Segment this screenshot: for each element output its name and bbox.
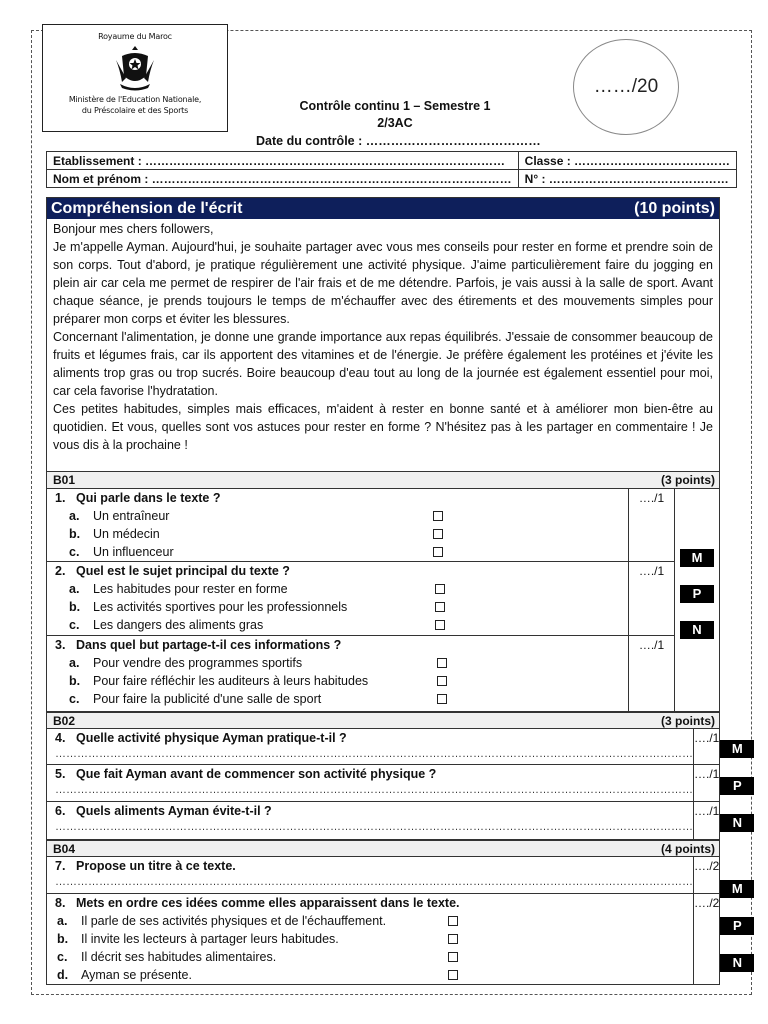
block-points: (3 points) bbox=[661, 714, 715, 728]
option-letter: c. bbox=[69, 692, 80, 706]
question-text: Mets en ordre ces idées comme elles apparaissent dans le texte. bbox=[76, 896, 460, 910]
question-1 bbox=[47, 489, 628, 562]
answer-line[interactable]: ………………………………………………………………………………………………………………………………………………………… bbox=[55, 748, 693, 760]
student-name-field[interactable]: Nom et prénom : ……………………………………………………………………………… bbox=[47, 170, 519, 188]
option-letter: b. bbox=[57, 932, 69, 946]
option-text: Il décrit ses habitudes alimentaires. bbox=[81, 950, 277, 964]
checkbox[interactable] bbox=[448, 970, 458, 980]
mastery-badge-n[interactable]: N bbox=[680, 621, 714, 639]
question-score[interactable]: …./1 bbox=[694, 765, 719, 802]
mastery-badge-p[interactable]: P bbox=[680, 585, 714, 603]
block-header-b02 bbox=[47, 712, 719, 729]
option-text: Les dangers des aliments gras bbox=[93, 618, 264, 632]
question-number: 4. bbox=[55, 731, 66, 745]
question-number: 5. bbox=[55, 767, 66, 781]
mastery-column bbox=[719, 857, 754, 984]
question-text: Quel est le sujet principal du texte ? bbox=[76, 564, 290, 578]
option-letter: a. bbox=[57, 914, 68, 928]
option-text: Ayman se présente. bbox=[81, 968, 192, 982]
mastery-badge-n[interactable]: N bbox=[720, 814, 754, 832]
exam-date-field[interactable]: Date du contrôle : …………………………………… bbox=[256, 134, 541, 148]
checkbox[interactable] bbox=[433, 511, 443, 521]
reading-passage bbox=[47, 219, 719, 472]
exam-title-text: Contrôle continu 1 – Semestre 1 bbox=[299, 99, 491, 113]
option bbox=[47, 690, 628, 708]
option-text: Un entraîneur bbox=[93, 509, 170, 523]
option-letter: d. bbox=[57, 968, 69, 982]
passage-paragraph: Bonjour mes chers followers, bbox=[53, 222, 214, 236]
question-3 bbox=[47, 636, 628, 711]
checkbox[interactable] bbox=[435, 620, 445, 630]
option-letter: b. bbox=[69, 527, 81, 541]
checkbox[interactable] bbox=[435, 602, 445, 612]
question-5 bbox=[47, 765, 693, 802]
option-letter: c. bbox=[57, 950, 68, 964]
question-text: Que fait Ayman avant de commencer son activité physique ? bbox=[76, 767, 437, 781]
option-text: Pour vendre des programmes sportifs bbox=[93, 656, 303, 670]
option-text: Il parle de ses activités physiques et de l'échauffement. bbox=[81, 914, 387, 928]
option bbox=[47, 672, 628, 690]
question-score[interactable]: …./2 bbox=[694, 857, 719, 894]
passage-paragraph: Ces petites habitudes, simples mais efficaces, m'aident à rester en bonne santé et à améliorer mon bien-être au quotidien. Et vous, quelles sont vos astuces pour rester en forme ? N'hésitez pas à les partager en commentaire ! Je vous dis à la prochaine ! bbox=[53, 402, 713, 452]
checkbox[interactable] bbox=[448, 934, 458, 944]
ministry-line-1: Ministère de l'Education Nationale, bbox=[68, 95, 202, 104]
checkbox[interactable] bbox=[437, 694, 447, 704]
block-b01 bbox=[47, 489, 719, 712]
section-title: Compréhension de l'écrit bbox=[51, 200, 243, 217]
option-letter: c. bbox=[69, 545, 80, 559]
question-number: 6. bbox=[55, 804, 66, 818]
option-text: Les habitudes pour rester en forme bbox=[93, 582, 288, 596]
mastery-badge-m[interactable]: M bbox=[680, 549, 714, 567]
kingdom-label: Royaume du Maroc bbox=[98, 32, 172, 41]
block-code: B01 bbox=[53, 473, 76, 487]
student-info-table bbox=[46, 151, 737, 188]
option-letter: a. bbox=[69, 509, 80, 523]
checkbox[interactable] bbox=[437, 658, 447, 668]
question-text: Propose un titre à ce texte. bbox=[76, 859, 236, 873]
section-header bbox=[47, 198, 719, 219]
option-text: Pour faire réfléchir les auditeurs à leurs habitudes bbox=[93, 674, 369, 688]
question-6 bbox=[47, 802, 693, 839]
checkbox[interactable] bbox=[448, 916, 458, 926]
question-number: 3. bbox=[55, 638, 66, 652]
option bbox=[47, 598, 628, 616]
checkbox[interactable] bbox=[437, 676, 447, 686]
checkbox[interactable] bbox=[435, 584, 445, 594]
mastery-badge-p[interactable]: P bbox=[720, 777, 754, 795]
question-text: Quels aliments Ayman évite-t-il ? bbox=[76, 804, 272, 818]
option bbox=[47, 616, 628, 634]
option bbox=[47, 948, 693, 966]
question-number: 8. bbox=[55, 896, 66, 910]
checkbox[interactable] bbox=[448, 952, 458, 962]
option-text: Pour faire la publicité d'une salle de sport bbox=[93, 692, 322, 706]
mastery-badge-m[interactable]: M bbox=[720, 740, 754, 758]
student-number-field[interactable]: N° : ……………………………………… bbox=[518, 170, 736, 188]
ministry-line-2: du Préscolaire et des Sports bbox=[81, 106, 189, 115]
block-code: B02 bbox=[53, 714, 76, 728]
exam-level: 2/3AC bbox=[377, 116, 413, 130]
block-points: (3 points) bbox=[661, 473, 715, 487]
option-text: Un influenceur bbox=[93, 545, 174, 559]
class-field[interactable]: Classe : ………………………………… bbox=[518, 152, 736, 170]
ministry-logo-box bbox=[42, 24, 228, 132]
coat-of-arms-icon bbox=[114, 44, 156, 92]
option bbox=[47, 507, 628, 525]
option bbox=[47, 966, 693, 984]
answer-line[interactable]: ………………………………………………………………………………………………………………………………………………………… bbox=[55, 821, 693, 833]
mastery-badge-n[interactable]: N bbox=[720, 954, 754, 972]
question-score[interactable]: …./1 bbox=[629, 562, 674, 636]
question-text: Quelle activité physique Ayman pratique-t-il ? bbox=[76, 731, 347, 745]
checkbox[interactable] bbox=[433, 529, 443, 539]
option-letter: b. bbox=[69, 600, 81, 614]
question-score[interactable]: …./1 bbox=[694, 804, 720, 818]
question-4 bbox=[47, 729, 693, 765]
mastery-column bbox=[719, 729, 754, 839]
block-b04 bbox=[47, 857, 743, 984]
option bbox=[47, 654, 628, 672]
question-7 bbox=[47, 857, 693, 894]
question-text: Dans quel but partage-t-il ces informations ? bbox=[76, 638, 342, 652]
question-score[interactable]: …./1 bbox=[694, 729, 719, 765]
reading-comprehension-section bbox=[46, 197, 743, 985]
option bbox=[47, 930, 693, 948]
option-text: Les activités sportives pour les professionnels bbox=[93, 600, 348, 614]
question-2 bbox=[47, 562, 628, 636]
question-8 bbox=[47, 894, 693, 984]
school-field[interactable]: Etablissement : ……………………………………………………………………………… bbox=[47, 152, 519, 170]
question-score[interactable]: …./1 bbox=[629, 489, 674, 562]
option-letter: b. bbox=[69, 674, 81, 688]
mastery-column bbox=[674, 489, 719, 711]
option bbox=[47, 580, 628, 598]
total-score-circle: ……/20 bbox=[573, 39, 679, 135]
option-letter: a. bbox=[69, 656, 80, 670]
option bbox=[47, 912, 693, 930]
checkbox[interactable] bbox=[433, 547, 443, 557]
block-header-b04 bbox=[47, 840, 719, 857]
block-points: (4 points) bbox=[661, 842, 715, 856]
option-letter: c. bbox=[69, 618, 80, 632]
mastery-badge-p[interactable]: P bbox=[720, 917, 754, 935]
block-code: B04 bbox=[53, 842, 76, 856]
block-header-b01 bbox=[47, 472, 719, 489]
question-score[interactable]: …./1 bbox=[638, 638, 665, 652]
exam-title bbox=[260, 98, 530, 132]
passage-paragraph: Je m'appelle Ayman. Aujourd'hui, je souhaite partager avec vous mes conseils pour rester en forme et prendre soin de son corps. Tout d'abord, je pratique régulièrement une activité physique. J'aime particulièrement faire du jogging en plein air car cela me permet de respirer de l'air frais et de me détendre. Parfois, je vais aussi à la salle de sport. Avant chaque séance, je prends toujours le temps de m'échauffer avec des étirements et des mouvements simples pour préparer mon corps et éviter les blessures. bbox=[53, 240, 713, 326]
answer-line[interactable]: ………………………………………………………………………………………………………………………………………………………… bbox=[55, 784, 693, 796]
question-text: Qui parle dans le texte ? bbox=[76, 491, 221, 505]
option bbox=[47, 543, 628, 561]
option bbox=[47, 525, 628, 543]
passage-paragraph: Concernant l'alimentation, je donne une grande importance aux repas équilibrés. J'essaie de consommer beaucoup de fruits et légumes frais, car ils apportent des vitamines et de l'énergie. Je préfère également les protéines et j'évite les aliments trop gras ou trop sucrés. Boire beaucoup d'eau tout au long de la journée est également essentiel pour moi, car cela favorise l'hydratation. bbox=[53, 330, 713, 398]
mastery-badge-m[interactable]: M bbox=[720, 880, 754, 898]
question-number: 2. bbox=[55, 564, 66, 578]
option-text: Il invite les lecteurs à partager leurs habitudes. bbox=[81, 932, 339, 946]
question-score[interactable]: …./2 bbox=[694, 896, 720, 910]
block-b02 bbox=[47, 729, 743, 840]
section-points: (10 points) bbox=[634, 200, 715, 217]
question-number: 1. bbox=[55, 491, 66, 505]
question-number: 7. bbox=[55, 859, 66, 873]
option-letter: a. bbox=[69, 582, 80, 596]
option-text: Un médecin bbox=[93, 527, 160, 541]
answer-line[interactable]: ………………………………………………………………………………………………………………………………………………………… bbox=[55, 876, 693, 888]
